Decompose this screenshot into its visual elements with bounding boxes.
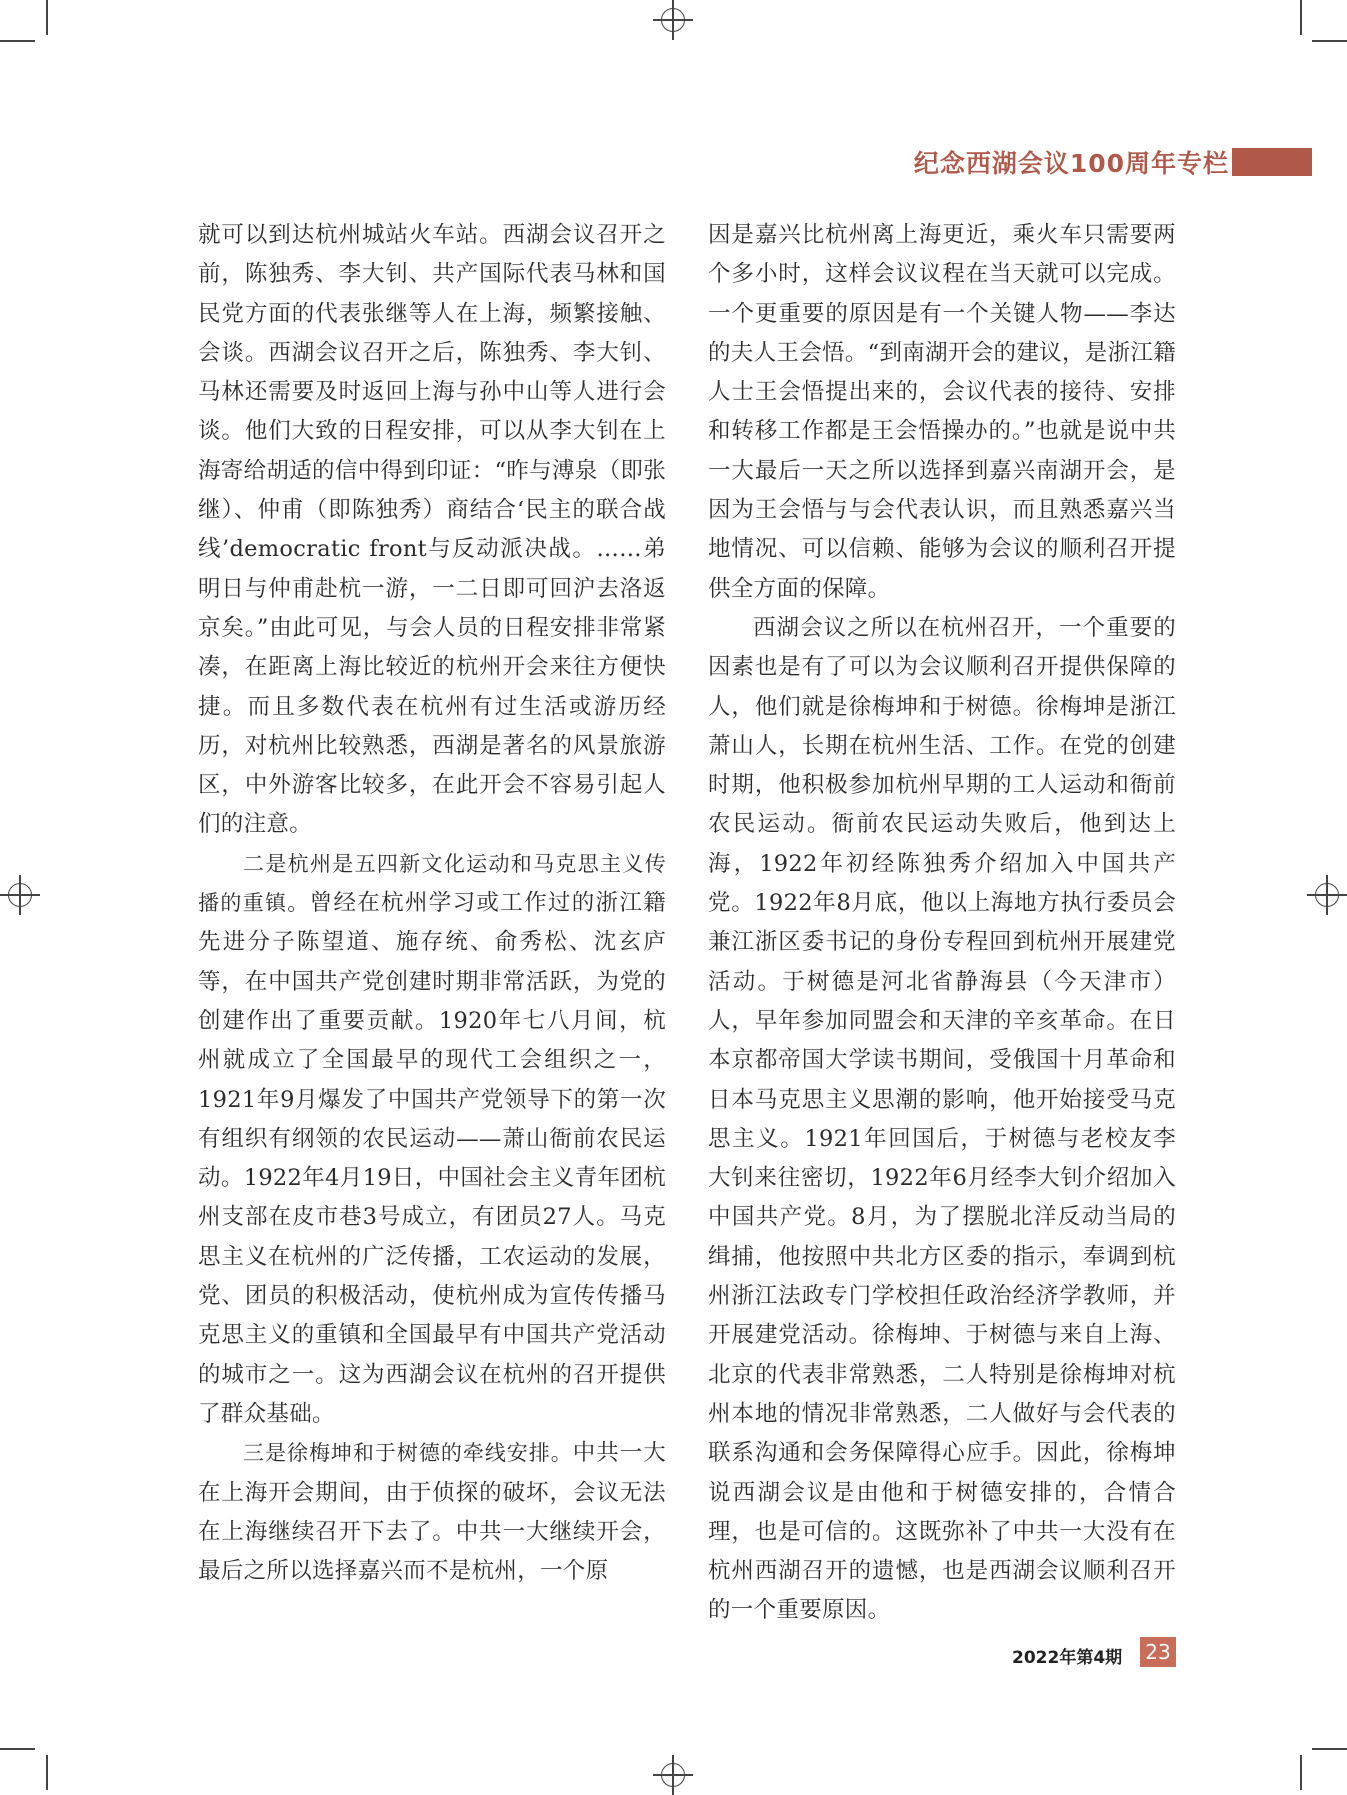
- paragraph: [198, 1434, 666, 1591]
- registration-mark-icon: [653, 1755, 693, 1795]
- paragraph-lead: 二是杭州是五四新文化运动和马克思主义传播的重镇。: [198, 851, 666, 916]
- header-accent-bar: [1232, 148, 1312, 176]
- crop-mark: [1312, 40, 1347, 42]
- left-text-column: [198, 216, 666, 1591]
- issue-label: 2022年第4期: [1012, 1648, 1123, 1668]
- crop-mark: [0, 1748, 35, 1750]
- paragraph: 就可以到达杭州城站火车站。西湖会议召开之前，陈独秀、李大钊、共产国际代表马林和国民党方面的代表张继等人在上海，频繁接触、会谈。西湖会议召开之后，陈独秀、李大钊、马林还需要及时返回上海与孙中山等人进行会谈。他们大致的日程安排，可以从李大钊在上海寄给胡适的信中得到印证：“昨与溥泉（即张继）、仲甫（即陈独秀）商结合‘民主的联合战线’democratic front与反动派决战。……弟明日与仲甫赴杭一游，一二日即可回沪去洛返京矣。”由此可见，与会人员的日程安排非常紧凑，在距离上海比较近的杭州开会来往方便快捷。而且多数代表在杭州有过生活或游历经历，对杭州比较熟悉，西湖是著名的风景旅游区，中外游客比较多，在此开会不容易引起人们的注意。: [198, 222, 666, 838]
- registration-mark-icon: [653, 0, 693, 40]
- crop-mark: [0, 40, 35, 42]
- crop-mark: [46, 0, 48, 35]
- paragraph-lead: 三是徐梅坤和于树德的牵线安排。: [243, 1441, 573, 1466]
- crop-mark: [1312, 1748, 1347, 1750]
- paragraph: 因是嘉兴比杭州离上海更近，乘火车只需要两个多小时，这样会议议程在当天就可以完成。一个更重要的原因是有一个关键人物——李达的夫人王会悟。“到南湖开会的建议，是浙江籍人士王会悟提出来的，会议代表的接待、安排和转移工作都是王会悟操办的。”也就是说中共一大最后一天之所以选择到嘉兴南湖开会，是因为王会悟与与会代表认识，而且熟悉嘉兴当地情况、可以信赖、能够为会议的顺利召开提供全方面的保障。: [708, 222, 1176, 602]
- right-text-column: [708, 216, 1176, 1631]
- crop-mark: [1300, 1755, 1302, 1790]
- registration-mark-icon: [0, 875, 40, 915]
- page-number: 23: [1140, 1637, 1176, 1667]
- paragraph-body: 中共一大在上海开会期间，由于侦探的破坏，会议无法在上海继续召开下去了。中共一大继续开会，最后之所以选择嘉兴而不是杭州，一个原: [198, 1440, 666, 1585]
- registration-mark-icon: [1307, 875, 1347, 915]
- crop-mark: [1300, 0, 1302, 35]
- column-title: 纪念西湖会议100周年专栏: [913, 149, 1229, 178]
- paragraph: 西湖会议之所以在杭州召开，一个重要的因素也是有了可以为会议顺利召开提供保障的人，他们就是徐梅坤和于树德。徐梅坤是浙江萧山人，长期在杭州生活、工作。在党的创建时期，他积极参加杭州早期的工人运动和衙前农民运动。衙前农民运动失败后，他到达上海，1922年初经陈独秀介绍加入中国共产党。1922年8月底，他以上海地方执行委员会兼江浙区委书记的身份专程回到杭州开展建党活动。于树德是河北省静海县（今天津市）人，早年参加同盟会和天津的辛亥革命。在日本京都帝国大学读书期间，受俄国十月革命和日本马克思主义思潮的影响，他开始接受马克思主义。1921年回国后，于树德与老校友李大钊来往密切，1922年6月经李大钊介绍加入中国共产党。8月，为了摆脱北洋反动当局的缉捕，他按照中共北方区委的指示，奉调到杭州浙江法政专门学校担任政治经济学教师，并开展建党活动。徐梅坤、于树德与来自上海、北京的代表非常熟悉，二人特别是徐梅坤对杭州本地的情况非常熟悉，二人做好与会代表的联系沟通和会务保障得心应手。因此，徐梅坤说西湖会议是由他和于树德安排的，合情合理，也是可信的。这既弥补了中共一大没有在杭州西湖召开的遗憾，也是西湖会议顺利召开的一个重要原因。: [708, 614, 1176, 1624]
- crop-mark: [46, 1755, 48, 1790]
- paragraph-body: 曾经在杭州学习或工作过的浙江籍先进分子陈望道、施存统、俞秀松、沈玄庐等，在中国共产党创建时期非常活跃，为党的创建作出了重要贡献。1920年七八月间，杭州就成立了全国最早的现代工会组织之一，1921年9月爆发了中国共产党领导下的第一次有组织有纲领的农民运动——萧山衙前农民运动。1922年4月19日，中国社会主义青年团杭州支部在皮市巷3号成立，有团员27人。马克思主义在杭州的广泛传播，工农运动的发展，党、团员的积极活动，使杭州成为宣传传播马克思主义的重镇和全国最早有中国共产党活动的城市之一。这为西湖会议在杭州的召开提供了群众基础。: [198, 890, 666, 1427]
- paragraph: [198, 845, 666, 1434]
